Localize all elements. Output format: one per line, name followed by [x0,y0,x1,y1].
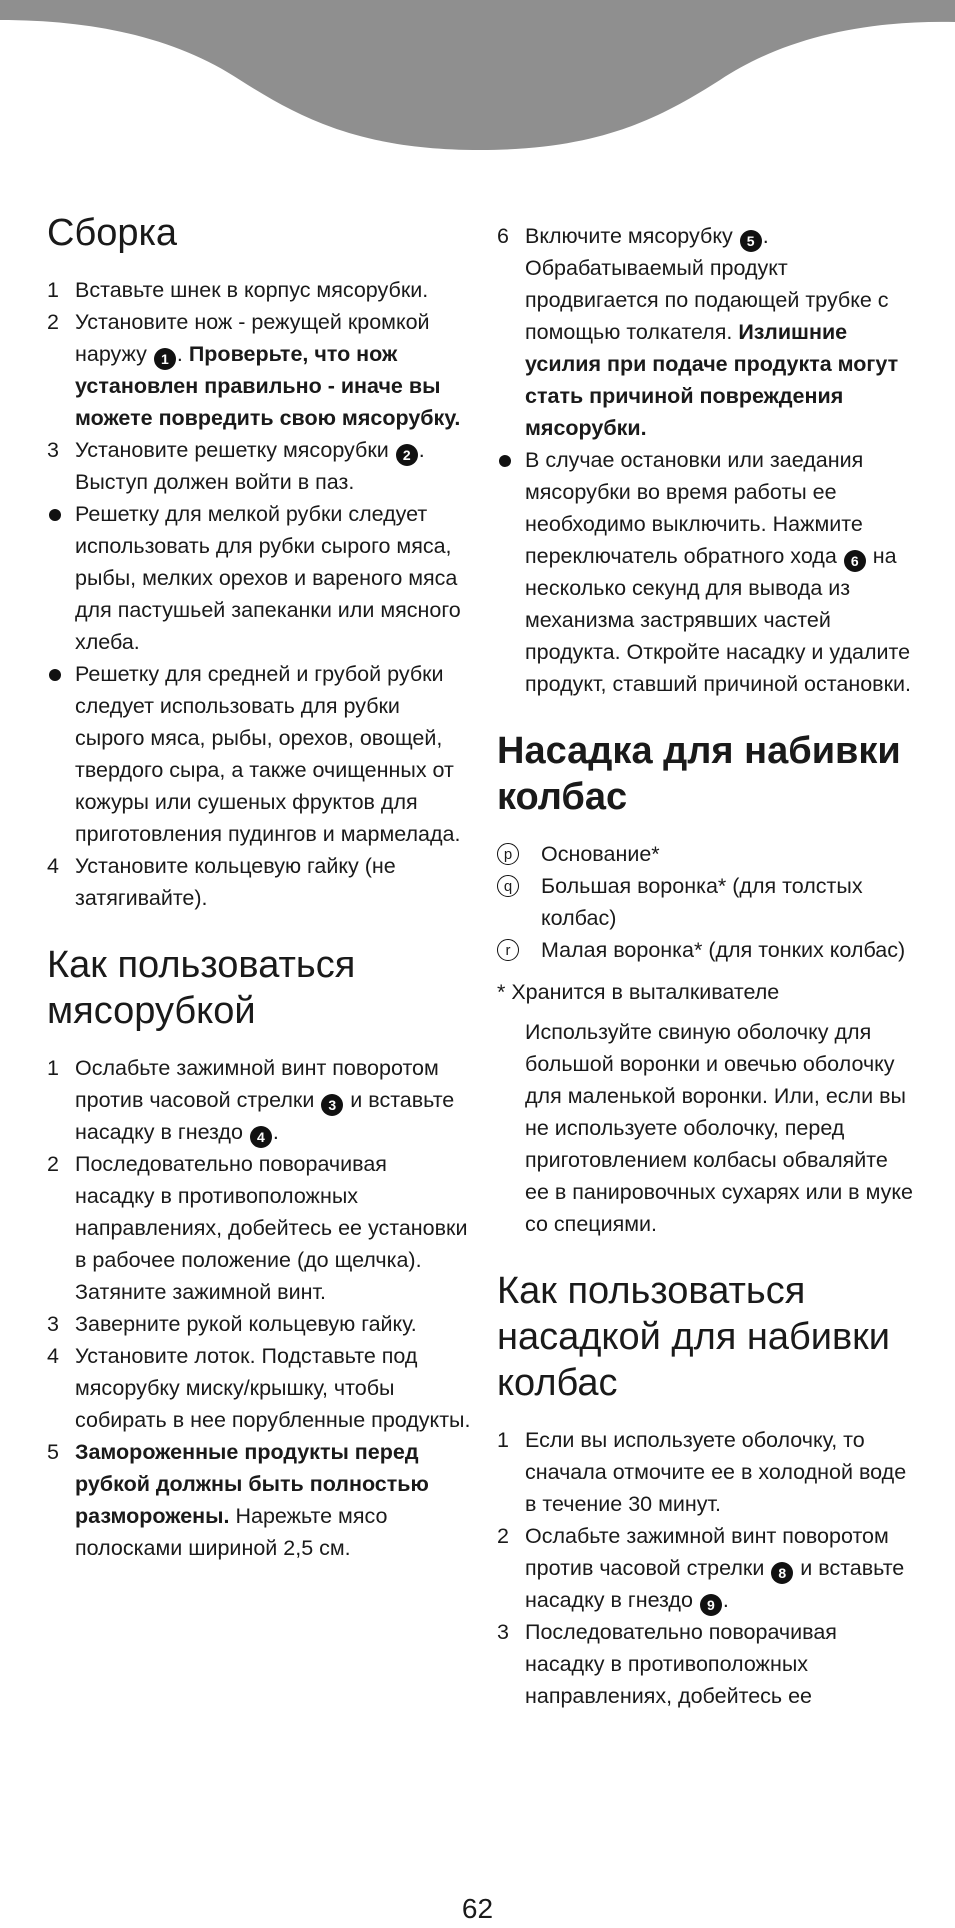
part-item: r Малая воронка* (для тонких колбас) [497,934,917,966]
header-wave-banner [0,0,955,160]
callout-number-icon: 6 [844,550,866,572]
part-letter-icon: q [497,875,519,897]
part-letter-icon: p [497,843,519,865]
use-steps-continued [497,220,917,700]
callout-number-icon: 3 [321,1094,343,1116]
bullet-item: Решетку для средней и грубой рубки следует использовать для рубки сырого мяса, рыбы, орехов, овощей, твердого сыра, а также очищенных от кожуры или сушеных фруктов для приготовления пудингов и мармелада. [47,658,472,850]
list-item: 3 Установите решетку мясорубки 2 . Выступ должен войти в паз. [47,438,425,494]
callout-number-icon: 1 [154,348,176,370]
casing-paragraph: Используйте свиную оболочку для большой воронки и овечью оболочку для маленькой воронки. Или, если вы не используете оболочку, перед приготовлением колбасы обваляйте ее в панировочных сухарях или в муке со специями. [525,1020,913,1236]
list-item: 4 Установите кольцевую гайку (не затягивайте). [47,854,396,910]
assembly-steps [47,274,472,914]
storage-note: * Хранится в выталкивателе [497,980,780,1004]
list-item: 1 Ослабьте зажимной винт поворотом против часовой стрелки 3 и вставьте насадку в гнездо 4 . [47,1052,472,1148]
sausage-attachment-heading: Насадка для набивки колбас [497,730,901,818]
sausage-use-heading: Как пользоваться насадкой для набивки колбас [497,1270,891,1404]
page-number: 62 [461,1893,494,1924]
use-grinder-heading: Как пользоваться мясорубкой [47,944,356,1032]
bullet-item: Решетку для мелкой рубки следует использовать для рубки сырого мяса, рыбы, мелких орехов и вареного мяса для пастушьей запеканки или мясного хлеба. [47,498,472,658]
sausage-steps [497,1424,917,1712]
list-item: 1 Вставьте шнек в корпус мясорубки. [47,278,429,302]
list-item: 2 Ослабьте зажимной винт поворотом против часовой стрелки 8 и вставьте насадку в гнездо 9 . [497,1520,917,1616]
list-item: 6 Включите мясорубку 5 . Обрабатываемый продукт продвигается по подающей трубке с помощью толкателя. Излишние усилия при подаче продукта могут стать причиной повреждения мясорубки. [497,224,899,440]
list-item: 3 Заверните рукой кольцевую гайку. [47,1312,417,1336]
assembly-heading: Сборка [47,212,178,254]
use-steps [47,1052,472,1564]
left-column [47,210,472,1564]
list-item: 2 Последовательно поворачивая насадку в противоположных направлениях, добейтесь ее установки в рабочее положение (до щелчка). Затяните зажимной винт. [47,1152,468,1304]
part-item: p Основание* [497,838,917,870]
right-column [497,220,917,1712]
callout-number-icon: 4 [250,1126,272,1148]
list-item: 4 Установите лоток. Подставьте под мясорубку миску/крышку, чтобы собирать в нее порубленные продукты. [47,1344,471,1432]
bullet-icon [499,455,511,467]
callout-number-icon: 9 [700,1594,722,1616]
part-item: q Большая воронка* (для толстых колбас) [497,870,917,934]
parts-list [497,838,917,966]
bullet-icon [49,509,61,521]
list-item: 3 Последовательно поворачивая насадку в противоположных направлениях, добейтесь ее [497,1620,837,1708]
list-item: 2 Установите нож - режущей кромкой наружу 1 . Проверьте, что нож установлен правильно - иначе вы можете повредить свою мясорубку. [47,310,461,430]
list-item: 5 Замороженные продукты перед рубкой должны быть полностью разморожены. Нарежьте мясо полосками шириной 2,5 см. [47,1440,429,1560]
bullet-item: В случае остановки или заедания мясорубки во время работы ее необходимо выключить. Нажмите переключатель обратного хода 6 на несколько секунд для вывода из механизма застрявших частей продукта. Откройте насадку и удалите продукт, ставший причиной остановки. [497,444,917,700]
bullet-icon [49,669,61,681]
list-item: 1 Если вы используете оболочку, то сначала отмочите ее в холодной воде в течение 30 минут. [497,1428,907,1516]
callout-number-icon: 8 [771,1562,793,1584]
callout-number-icon: 5 [740,230,762,252]
part-letter-icon: r [497,939,519,961]
callout-number-icon: 2 [396,444,418,466]
